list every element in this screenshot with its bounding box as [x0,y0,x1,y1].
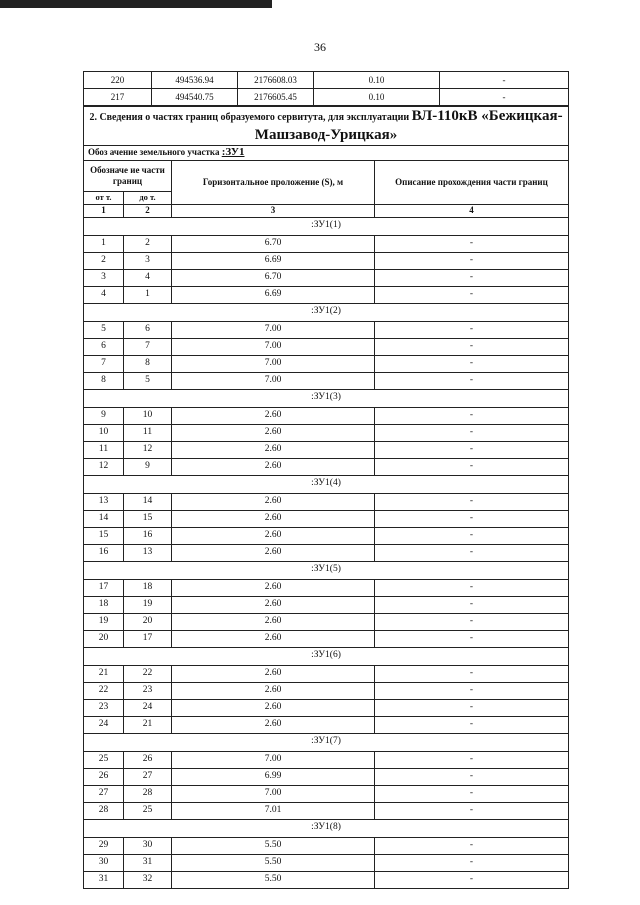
part-description: - [375,252,569,269]
from-point: 22 [84,682,124,699]
section-title-big: ВЛ-110кВ «Бежицкая-Машзавод-Урицкая» [254,108,563,143]
part-description: - [375,527,569,544]
col-number-4: 4 [375,204,569,217]
group-header-row [84,303,569,321]
part-description: - [375,493,569,510]
table-row [84,716,569,733]
boundary-parts-table [83,106,569,889]
part-description: - [375,579,569,596]
to-point: 3 [124,252,172,269]
header-row [84,160,569,191]
header-description: Описание прохождения части границ [375,160,569,204]
group-header-row [84,561,569,579]
horizontal-distance: 7.00 [172,338,375,355]
table-row [84,424,569,441]
horizontal-distance: 2.60 [172,510,375,527]
from-point: 18 [84,596,124,613]
horizontal-distance: 7.00 [172,372,375,389]
group-name: :ЗУ1(8) [84,819,569,837]
group-name: :ЗУ1(2) [84,303,569,321]
from-point: 3 [84,269,124,286]
to-point: 4 [124,269,172,286]
horizontal-distance: 6.70 [172,269,375,286]
to-point: 26 [124,751,172,768]
to-point: 17 [124,630,172,647]
to-point: 27 [124,768,172,785]
part-description: - [375,338,569,355]
col-number-1: 1 [84,204,124,217]
part-description: - [375,630,569,647]
horizontal-distance: 2.60 [172,458,375,475]
horizontal-distance: 6.70 [172,235,375,252]
group-header-row [84,819,569,837]
horizontal-distance: 7.00 [172,355,375,372]
table-row [84,768,569,785]
part-description: - [375,682,569,699]
section-title-small: 2. Сведения о частях границ образуемого сервитута, для эксплуатации [89,112,412,123]
section-title-row [84,107,569,146]
horizontal-distance: 2.60 [172,424,375,441]
group-header-row [84,389,569,407]
column-numbers-row [84,204,569,217]
from-point: 10 [84,424,124,441]
table-row [84,321,569,338]
from-point: 9 [84,407,124,424]
horizontal-distance: 2.60 [172,527,375,544]
group-name: :ЗУ1(5) [84,561,569,579]
part-description: - [375,355,569,372]
horizontal-distance: 2.60 [172,699,375,716]
to-point: 2 [124,235,172,252]
header-to: до т. [124,191,172,204]
horizontal-distance: 2.60 [172,613,375,630]
table-row [84,286,569,303]
table-row [84,630,569,647]
to-point: 10 [124,407,172,424]
from-point: 14 [84,510,124,527]
to-point: 22 [124,665,172,682]
from-point: 20 [84,630,124,647]
to-point: 31 [124,854,172,871]
header-designation: Обозначе ие части границ [84,160,172,191]
to-point: 20 [124,613,172,630]
part-description: - [375,544,569,561]
part-description: - [375,407,569,424]
accuracy-mt: 0.10 [314,89,440,106]
table-row [84,613,569,630]
from-point: 17 [84,579,124,596]
to-point: 30 [124,837,172,854]
table-row [84,510,569,527]
coordinate-y: 2176608.03 [238,72,314,89]
part-description: - [375,854,569,871]
horizontal-distance: 2.60 [172,441,375,458]
table-row [84,355,569,372]
horizontal-distance: 7.00 [172,785,375,802]
horizontal-distance: 6.69 [172,252,375,269]
group-header-row [84,217,569,235]
part-description: - [375,424,569,441]
horizontal-distance: 2.60 [172,596,375,613]
to-point: 5 [124,372,172,389]
from-point: 15 [84,527,124,544]
from-point: 12 [84,458,124,475]
to-point: 8 [124,355,172,372]
part-description: - [375,441,569,458]
table-row [84,854,569,871]
table-row [84,751,569,768]
header-horizontal: Горизонтальное проложение (S), м [172,160,375,204]
from-point: 7 [84,355,124,372]
coordinate-y: 2176605.45 [238,89,314,106]
from-point: 1 [84,235,124,252]
horizontal-distance: 2.60 [172,682,375,699]
from-point: 31 [84,871,124,888]
header-from: от т. [84,191,124,204]
horizontal-distance: 6.99 [172,768,375,785]
from-point: 26 [84,768,124,785]
to-point: 12 [124,441,172,458]
horizontal-distance: 2.60 [172,716,375,733]
to-point: 16 [124,527,172,544]
to-point: 21 [124,716,172,733]
from-point: 16 [84,544,124,561]
section-title [84,107,569,146]
part-description: - [375,871,569,888]
to-point: 25 [124,802,172,819]
table-row [84,682,569,699]
table-row [84,837,569,854]
from-point: 11 [84,441,124,458]
part-description: - [375,751,569,768]
to-point: 1 [124,286,172,303]
table-row [84,269,569,286]
part-description: - [375,321,569,338]
table-row [84,802,569,819]
horizontal-distance: 2.60 [172,544,375,561]
table-row [84,785,569,802]
from-point: 19 [84,613,124,630]
page-number: 36 [314,40,326,54]
from-point: 28 [84,802,124,819]
from-point: 21 [84,665,124,682]
part-description: - [375,286,569,303]
horizontal-distance: 5.50 [172,871,375,888]
top-edge-bar [0,0,272,8]
table-row [84,407,569,424]
point-description: - [440,89,569,106]
to-point: 11 [124,424,172,441]
from-point: 27 [84,785,124,802]
part-description: - [375,613,569,630]
to-point: 6 [124,321,172,338]
from-point: 13 [84,493,124,510]
part-description: - [375,785,569,802]
from-point: 24 [84,716,124,733]
part-description: - [375,768,569,785]
part-description: - [375,596,569,613]
part-description: - [375,372,569,389]
from-point: 4 [84,286,124,303]
coordinate-x: 494540.75 [152,89,238,106]
to-point: 9 [124,458,172,475]
table-row [84,596,569,613]
from-point: 30 [84,854,124,871]
part-description: - [375,802,569,819]
to-point: 23 [124,682,172,699]
table-row [84,579,569,596]
coordinate-row [84,72,569,89]
part-description: - [375,235,569,252]
coordinate-row [84,89,569,106]
to-point: 14 [124,493,172,510]
group-name: :ЗУ1(7) [84,733,569,751]
table-row [84,441,569,458]
horizontal-distance: 6.69 [172,286,375,303]
group-name: :ЗУ1(1) [84,217,569,235]
table-row [84,252,569,269]
from-point: 29 [84,837,124,854]
horizontal-distance: 2.60 [172,665,375,682]
to-point: 7 [124,338,172,355]
table-row [84,458,569,475]
to-point: 28 [124,785,172,802]
table-row [84,372,569,389]
part-description: - [375,269,569,286]
plot-code: :ЗУ1 [221,146,245,158]
point-number: 220 [84,72,152,89]
from-point: 2 [84,252,124,269]
table-row [84,527,569,544]
group-header-row [84,647,569,665]
col-number-2: 2 [124,204,172,217]
horizontal-distance: 2.60 [172,493,375,510]
plot-designation-row [84,145,569,160]
to-point: 32 [124,871,172,888]
col-number-3: 3 [172,204,375,217]
part-description: - [375,716,569,733]
group-name: :ЗУ1(4) [84,475,569,493]
to-point: 19 [124,596,172,613]
horizontal-distance: 5.50 [172,854,375,871]
to-point: 15 [124,510,172,527]
from-point: 6 [84,338,124,355]
table-row [84,493,569,510]
part-description: - [375,837,569,854]
part-description: - [375,665,569,682]
part-description: - [375,458,569,475]
coordinate-x: 494536.94 [152,72,238,89]
to-point: 13 [124,544,172,561]
from-point: 8 [84,372,124,389]
horizontal-distance: 7.01 [172,802,375,819]
coordinates-table [83,71,569,106]
group-header-row [84,733,569,751]
table-row [84,235,569,252]
horizontal-distance: 2.60 [172,630,375,647]
from-point: 25 [84,751,124,768]
horizontal-distance: 7.00 [172,751,375,768]
group-name: :ЗУ1(6) [84,647,569,665]
horizontal-distance: 5.50 [172,837,375,854]
group-header-row [84,475,569,493]
table-row [84,544,569,561]
point-number: 217 [84,89,152,106]
to-point: 18 [124,579,172,596]
part-description: - [375,699,569,716]
to-point: 24 [124,699,172,716]
horizontal-distance: 2.60 [172,579,375,596]
plot-label: Обоз ачение земельного участка [88,147,222,157]
point-description: - [440,72,569,89]
table-row [84,871,569,888]
group-name: :ЗУ1(3) [84,389,569,407]
part-description: - [375,510,569,527]
horizontal-distance: 2.60 [172,407,375,424]
table-row [84,338,569,355]
table-row [84,665,569,682]
table-row [84,699,569,716]
from-point: 5 [84,321,124,338]
horizontal-distance: 7.00 [172,321,375,338]
from-point: 23 [84,699,124,716]
accuracy-mt: 0.10 [314,72,440,89]
